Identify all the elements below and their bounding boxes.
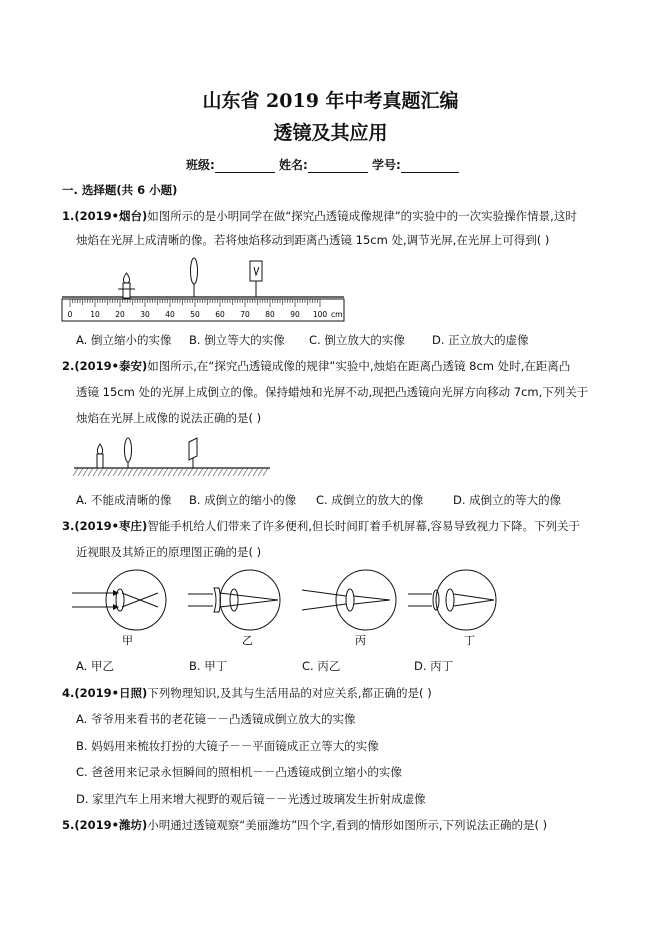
hatch-line [83,468,88,476]
q2-option-b[interactable]: B. 成倒立的缩小的像 [189,493,297,507]
hatch-line [153,468,158,476]
ruler-tick-label: 90 [290,310,300,319]
id-label: 学号: [372,158,401,172]
hatch-line [188,468,193,476]
q3-line2: 近视眼及其矫正的原理图正确的是( ) [76,545,262,559]
q2-line1 [62,358,570,374]
hatch-line [248,468,253,476]
ruler-tick-label: 30 [140,310,150,319]
q2-option-d[interactable]: D. 成倒立的等大的像 [453,493,562,507]
q1-line1 [62,208,577,224]
ruler-tick-label: 100 [312,310,328,319]
screen-icon [250,261,262,297]
ruler-body [62,299,344,321]
q3-text-1: 智能手机给人们带来了许多便利,但长时间盯着手机屏幕,容易导致视力下降。下列关于 [147,519,581,533]
hatch-line [203,468,208,476]
hatch-line [123,468,128,476]
q3-line1 [62,518,580,534]
hatch-line [228,468,233,476]
id-blank [401,160,459,173]
hatch-line [258,468,263,476]
label-yi: 乙 [242,634,253,647]
screen-icon [189,438,197,468]
q1-number: 1. [62,209,75,223]
hatch-line [113,468,118,476]
hatch-line [163,468,168,476]
ruler-tick-label: 60 [215,310,225,319]
eye-diagram-ding [408,570,496,647]
q4-source: (2019•日照) [74,686,148,700]
q2-option-c[interactable]: C. 成倒立的放大的像 [316,493,424,507]
hatch-line [108,468,113,476]
hatch-line [73,468,78,476]
hatch-line [168,468,173,476]
eye-diagram-jia [72,570,166,647]
label-jia: 甲 [122,634,133,647]
hatch-line [173,468,178,476]
class-label: 班级: [186,158,215,172]
hatch-line [143,468,148,476]
hatch-line [88,468,93,476]
q5-text-1: 小明通过透镜观察“美丽潍坊”四个字,看到的情形如图所示,下列说法正确的是( ) [147,818,548,832]
eye-diagram-yi [188,570,280,647]
q5-number: 5. [62,818,75,832]
convex-lens-icon [125,438,132,468]
q4-text-1: 下列物理知识,及其与生活用品的对应关系,都正确的是( ) [147,686,432,700]
hatch-line [253,468,258,476]
page-subtitle: 透镜及其应用 [273,122,388,144]
hatch-line [93,468,98,476]
q5-source: (2019•潍坊) [74,818,148,832]
bench-hatch [73,468,268,476]
q3-number: 3. [62,519,75,533]
q1-option-c[interactable]: C. 倒立放大的实像 [309,333,405,347]
hatch-line [118,468,123,476]
hatch-line [213,468,218,476]
q2-line3: 烛焰在光屏上成像的说法正确的是( ) [76,411,262,425]
hatch-line [178,468,183,476]
q3-option-c[interactable]: C. 丙乙 [302,659,341,673]
hatch-line [78,468,83,476]
q3-option-a[interactable]: A. 甲乙 [76,659,114,673]
q2-text-1: 如图所示,在“探究凸透镜成像的规律”实验中,烛焰在距离凸透镜 8cm 处时,在距离凸 [147,359,571,373]
name-label: 姓名: [279,158,308,172]
page-title: 山东省 2019 年中考真题汇编 [202,90,459,112]
hatch-line [233,468,238,476]
q2-bench-figure [72,436,272,480]
hatch-line [218,468,223,476]
ruler-tick-label: 20 [115,310,125,319]
q4-option-d[interactable]: D. 家里汽车上用来增大视野的观后镜－－光透过玻璃发生折射成虚像 [76,792,426,806]
hatch-line [223,468,228,476]
ruler-tick-label: 50 [190,310,200,319]
student-info-row [186,156,459,173]
hatch-line [98,468,103,476]
hatch-line [208,468,213,476]
hatch-line [103,468,108,476]
q2-source: (2019•泰安) [74,359,148,373]
hatch-line [243,468,248,476]
class-blank [215,160,275,173]
q5-line1 [62,817,547,833]
candle-icon [118,273,135,298]
ruler-tick-label: 10 [90,310,100,319]
q1-text-1: 如图所示的是小明同学在做“探究凸透镜成像规律”的实验中的一次实验操作情景,这时 [147,209,577,223]
hatch-line [128,468,133,476]
q4-option-c[interactable]: C. 爸爸用来记录永恒瞬间的照相机－－凸透镜成倒立缩小的实像 [76,765,402,779]
hatch-line [158,468,163,476]
ruler-tick-label: 70 [240,310,250,319]
q3-option-d[interactable]: D. 丙丁 [414,659,454,673]
convex-lens-icon [191,258,198,297]
section-heading: 一. 选择题(共 6 小题) [62,183,178,197]
ruler-tick-label: 80 [265,310,275,319]
q1-ruler-figure [60,255,350,325]
ruler-tick-label: 0 [67,310,73,319]
q1-option-d[interactable]: D. 正立放大的虚像 [432,333,529,347]
hatch-line [138,468,143,476]
name-blank [308,160,368,173]
q3-eye-diagrams [70,566,510,648]
hatch-line [148,468,153,476]
ruler-tick-label: 40 [165,310,175,319]
q4-number: 4. [62,686,75,700]
q4-option-b[interactable]: B. 妈妈用来梳妆打扮的大镜子－－平面镜成正立等大的实像 [76,739,379,753]
hatch-line [198,468,203,476]
eye-diagram-bing [302,570,396,647]
candle-icon [97,444,103,468]
q1-line2: 烛焰在光屏上成清晰的像。若将烛焰移动到距离凸透镜 15cm 处,调节光屏,在光屏上可得到( ) [76,233,550,247]
label-bing: 丙 [355,634,366,647]
q4-option-a[interactable]: A. 爷爷用来看书的老花镜－－凸透镜成倒立放大的实像 [76,712,356,726]
q3-option-b[interactable]: B. 甲丁 [189,659,228,673]
hatch-line [238,468,243,476]
hatch-line [193,468,198,476]
q2-number: 2. [62,359,75,373]
q2-option-a[interactable]: A. 不能成清晰的像 [76,493,172,507]
q1-option-a[interactable]: A. 倒立缩小的实像 [76,333,172,347]
ruler-unit: cm [331,310,343,319]
q4-line1 [62,685,432,701]
q3-source: (2019•枣庄) [74,519,148,533]
hatch-line [133,468,138,476]
hatch-line [263,468,268,476]
q1-option-b[interactable]: B. 倒立等大的实像 [189,333,285,347]
label-ding: 丁 [464,634,475,647]
q1-source: (2019•烟台) [74,209,148,223]
hatch-line [183,468,188,476]
q2-line2: 透镜 15cm 处的光屏上成倒立的像。保持蜡烛和光屏不动,现把凸透镜向光屏方向移动 7cm,下列关于 [76,385,589,399]
